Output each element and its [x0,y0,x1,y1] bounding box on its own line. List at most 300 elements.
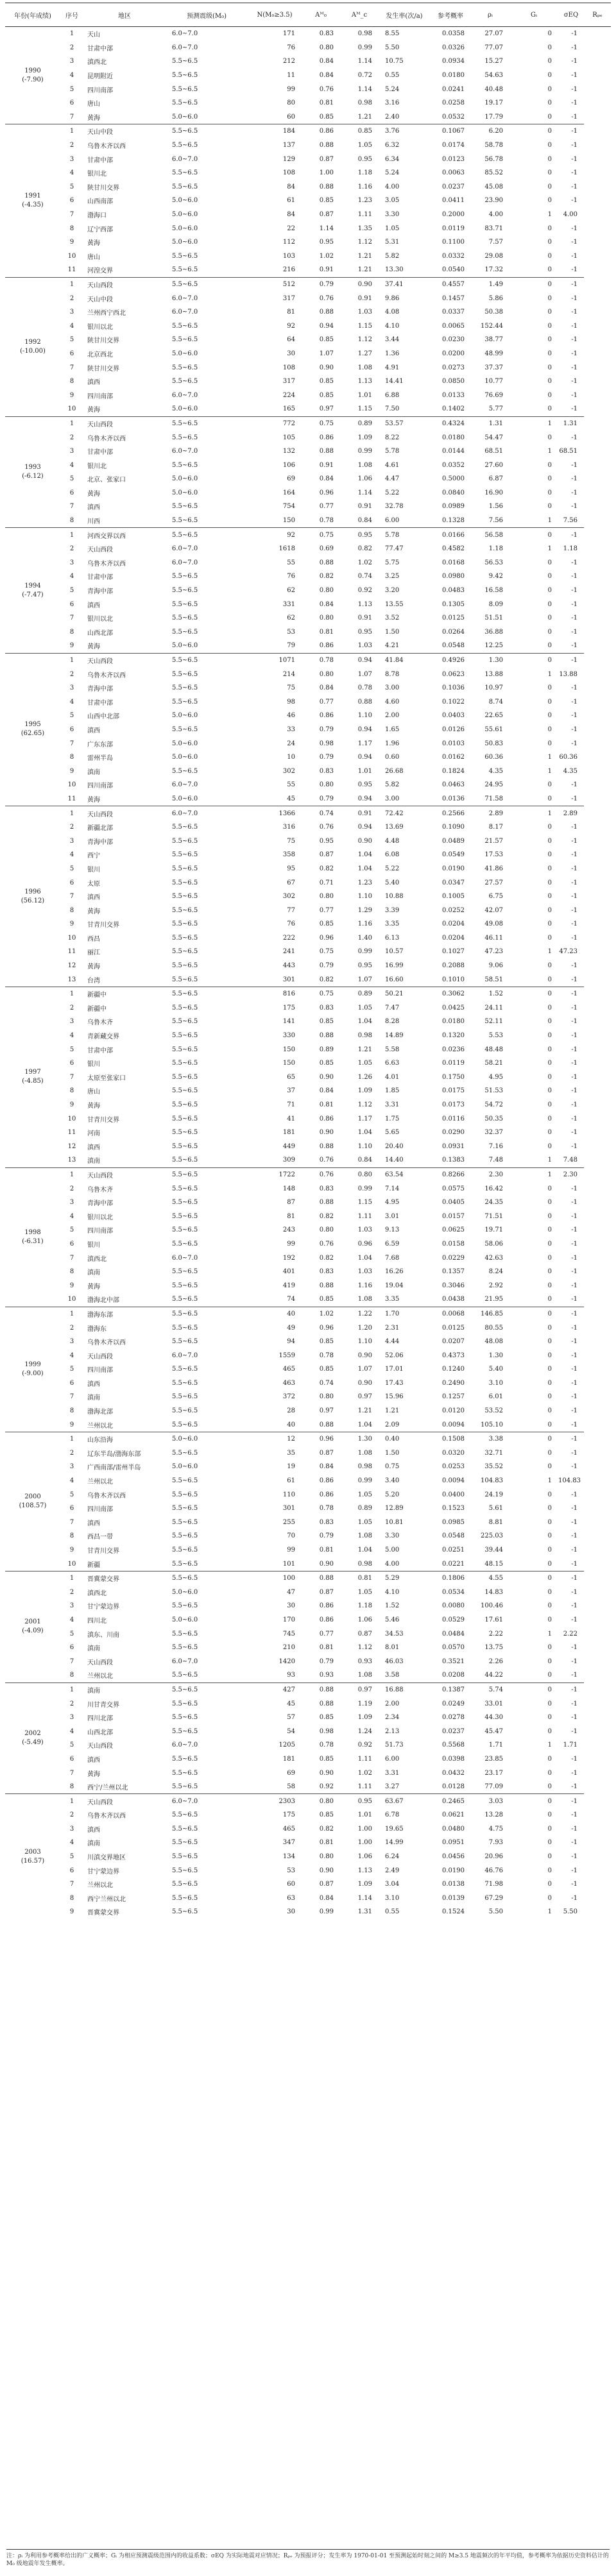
table-cell: 5.5~6.5 [172,1157,198,1164]
table-cell: 兰州西宁西北 [87,310,126,318]
table-cell: 54.72 [484,1101,503,1109]
table-cell: -1 [571,1449,578,1457]
table-cell: 0.90 [319,1769,334,1777]
table-cell: 四川南部 [87,783,113,790]
table-cell: 0.94 [319,322,334,330]
table-cell: 0.82 [319,976,334,983]
table-cell: 0.85 [319,391,334,399]
table-row [5,1586,611,1600]
table-cell: 5.5~6.5 [172,1755,198,1763]
table-cell: -1 [571,1032,578,1040]
table-cell: 0.98 [319,740,334,747]
table-cell: 465 [282,1366,295,1373]
table-cell: 0.89 [357,1505,372,1513]
table-cell: 0.83 [319,767,334,775]
table-cell: 5.0~6.0 [172,225,198,232]
table-cell: 7.14 [385,1185,400,1192]
table-cell: 0.1806 [430,1571,471,1585]
table-cell: 1.18 [488,545,503,553]
table-cell: 1.50 [385,1449,400,1457]
table-cell: 0.1750 [442,1073,465,1081]
table-cell: 0 [547,837,552,845]
table-cell: 1.08 [357,1532,372,1540]
table-row [5,402,611,416]
table-cell: 772 [248,416,302,430]
table-row [5,1794,611,1808]
table-cell: 5.5~6.5 [172,58,198,65]
table-cell: 6.63 [385,1060,400,1067]
table-cell: 1 [547,1908,552,1916]
table-row [5,1292,611,1307]
table-cell: 1.20 [357,1324,372,1332]
table-cell: 55.61 [484,725,503,733]
table-cell: 0.99 [357,948,372,956]
table-cell: 5.5~6.5 [172,1032,198,1040]
table-cell: 0 [509,653,558,667]
table-cell: 1.40 [357,934,372,942]
table-cell: 0 [547,239,552,246]
table-cell: -1 [571,1700,578,1707]
table-cell: 昆明附近 [87,73,113,81]
table-cell: 0.0168 [442,559,465,566]
table-cell: 2.22 [488,1630,503,1638]
table-cell: 0.0570 [442,1644,465,1652]
table-cell: 2 [69,670,74,678]
table-cell: -1 [558,653,584,667]
table-cell: 0.0534 [442,1588,465,1596]
table-row [5,1668,611,1682]
table-cell: 0.88 [319,1199,334,1207]
table-cell: 4.10 [385,1588,400,1596]
table-cell: 0.79 [319,1657,334,1665]
table-cell: 60 [287,1881,295,1888]
table-cell: 0.0258 [442,99,465,107]
table-cell: 7 [69,503,74,511]
table-cell: 0.83 [319,1004,334,1012]
table-cell: 10.88 [385,893,404,901]
table-row [5,472,611,486]
table-cell: 9.86 [385,294,400,302]
table-row [5,1029,611,1043]
table-cell: 4 [69,698,74,706]
table-cell: 1 [60,987,83,1001]
table-cell: 1.36 [385,350,400,357]
table-cell: 4 [69,1616,74,1623]
table-cell: 5.5~6.5 [172,837,198,845]
table-cell: 0 [547,58,552,65]
table-cell: 32.37 [484,1129,503,1137]
table-cell: 58.78 [484,142,503,149]
table-cell: -1 [571,587,578,595]
table-cell: 0.0125 [442,614,465,622]
table-cell: 0.95 [357,628,372,636]
table-cell: 1.30 [488,1352,503,1359]
table-cell: 0.0138 [442,1881,465,1888]
table-cell: 1.06 [357,1853,372,1861]
table-row [5,1543,611,1557]
table-cell: 0 [509,1682,558,1697]
table-cell: -1 [571,712,578,720]
table-cell: 0 [547,851,552,859]
table-cell: 0.1100 [442,239,465,246]
table-cell: 5.24 [385,169,400,177]
table-cell: -1 [571,976,578,983]
table-cell: 0.84 [319,600,334,608]
table-cell: 255 [282,1518,295,1526]
table-cell: 1.05 [357,1004,372,1012]
table-cell: 24.35 [484,1199,503,1207]
table-cell: 0 [547,1199,552,1207]
table-cell: 1.05 [357,1491,372,1498]
table-cell: 1.35 [357,225,372,232]
table-cell: 0.97 [357,1393,372,1401]
table-cell: 5.5~6.5 [172,1769,198,1777]
table-cell: 8.24 [488,1268,503,1276]
table-cell: 5.5~6.5 [172,1560,198,1568]
table-cell: 56.58 [471,528,509,542]
table-cell: 3.04 [385,1881,400,1888]
table-cell: 10 [67,934,76,942]
table-cell: 5.5~6.5 [172,976,198,983]
table-cell: 0.0484 [442,1630,465,1638]
table-cell: 0.79 [302,277,340,291]
table-cell: 5.5~6.5 [172,1672,198,1679]
column-header: N(M₀≥3.5) [248,3,302,27]
table-cell: 0.74 [319,1379,334,1387]
table-cell: 5.5~6.5 [172,1630,198,1638]
table-cell: 0.78 [319,1352,334,1359]
table-cell: 6 [69,1060,74,1067]
year-label: 2000 [24,1493,41,1500]
table-cell: -1 [571,44,578,51]
table-cell: 0.2490 [442,1379,465,1387]
table-cell: 新疆 [87,1561,100,1569]
table-cell: 3.16 [385,99,400,107]
table-cell: 74 [287,1296,295,1303]
table-cell: 1 [60,1307,83,1321]
table-cell: 6 [69,1755,74,1763]
table-cell: 0 [547,1491,552,1498]
table-cell: 5 [69,1366,74,1373]
table-cell: 0 [547,405,552,413]
table-cell: 5.5~6.5 [172,99,198,107]
table-cell: 6.0~7.0 [172,1657,198,1665]
table-cell: 5.53 [488,1032,503,1040]
table-cell: -1 [571,906,578,914]
year-label: 1992 [24,338,41,346]
table-cell: 4.60 [385,698,400,706]
table-cell: 210 [282,1644,295,1652]
table-cell: 0 [547,587,552,595]
table-row [5,1905,611,1919]
table-cell: 52.11 [484,1018,503,1026]
table-cell: 1.21 [357,113,372,121]
table-cell: 0.92 [319,1783,334,1791]
table-cell: 3 [69,1338,74,1346]
table-cell: 12 [248,1432,302,1446]
table-cell: 北京西北 [87,351,113,359]
table-row [5,903,611,917]
table-cell: 0.94 [357,725,372,733]
table-cell: 16.60 [385,976,404,983]
table-cell: 41.84 [379,653,430,667]
table-cell: 0.0175 [442,1087,465,1095]
table-cell: 8 [69,1532,74,1540]
table-cell: 3 [69,837,74,845]
table-cell: 0.85 [319,1060,334,1067]
table-cell: 0.0251 [442,1546,465,1554]
table-cell: 1.14 [357,1894,372,1902]
table-cell: 0.85 [319,1714,334,1722]
table-cell: 0.4582 [442,545,465,553]
table-cell: 0.0840 [442,489,465,496]
table-cell: 3.25 [385,573,400,580]
table-cell: 10 [67,781,76,789]
table-cell: 8 [69,906,74,914]
table-cell: 1.30 [471,653,509,667]
table-cell: 1 [547,670,552,678]
table-cell: 1.96 [385,740,400,747]
table-cell: 1.05 [357,1060,372,1067]
table-row [5,1446,611,1461]
table-cell: 32.78 [385,503,404,511]
table-cell: 滇南 [87,1158,100,1165]
table-cell: 0 [547,1379,552,1387]
table-cell: 0 [547,1073,552,1081]
table-cell: 0.0411 [442,197,465,205]
table-cell: 11 [67,948,76,956]
table-cell: -1 [571,1240,578,1248]
table-cell: -1 [571,391,578,399]
table-cell: 0.0278 [442,1714,465,1722]
table-cell: 301 [282,1505,295,1513]
table-cell: 银川 [87,1241,100,1249]
table-cell: 5.5~6.5 [172,434,198,441]
table-cell: 3.35 [385,1296,400,1303]
table-row [5,1697,611,1711]
table-cell: 5.0~6.0 [172,197,198,205]
table-cell: 1.08 [357,1672,372,1679]
table-cell: 71.51 [484,1212,503,1220]
table-row [5,625,611,640]
table-cell: -1 [571,1853,578,1861]
table-cell: 51.73 [385,1741,404,1749]
table-cell: 6.24 [385,1853,400,1861]
table-cell: 14.99 [385,1839,404,1847]
table-cell: 2 [69,294,74,302]
table-cell: 5.5~6.5 [172,725,198,733]
table-cell: 1.14 [357,85,372,93]
table-cell: -1 [571,489,578,496]
table-cell: 3.05 [385,197,400,205]
table-row [5,360,611,375]
table-cell: 1.29 [357,906,372,914]
table-cell: 301 [282,976,295,983]
table-cell: 0 [547,475,552,483]
table-cell: 108 [282,169,295,177]
table-cell: 36.88 [484,628,503,636]
table-row [5,778,611,792]
table-cell: 0.98 [357,1560,372,1568]
table-cell: 0.78 [302,653,340,667]
year-label: 1999 [24,1360,41,1368]
table-cell: -1 [571,1366,578,1373]
table-cell: 5.40 [488,1366,503,1373]
table-cell: 0 [509,1794,558,1808]
table-cell: 0.75 [302,987,340,1001]
table-cell: 17.43 [385,1379,404,1387]
table-cell: 4 [69,169,74,177]
table-row [5,1502,611,1516]
table-cell: -1 [571,322,578,330]
table-cell: 0.1257 [442,1393,465,1401]
table-cell: 110 [282,1491,295,1498]
table-cell: 0.96 [302,1432,340,1446]
table-row [5,82,611,96]
table-cell: 41 [287,1115,295,1123]
table-cell: 5.0~6.0 [172,350,198,357]
table-cell: 9.42 [488,573,503,580]
year-label: 1994 [24,582,41,589]
table-row [5,1571,611,1585]
table-cell: 0.85 [319,1811,334,1819]
table-cell: 1.75 [385,1115,400,1123]
column-header: Gᵢ [509,3,558,27]
table-cell: 0.0180 [442,1018,465,1026]
table-cell: 152.44 [481,322,503,330]
table-cell: 58 [287,1783,295,1791]
table-cell: -1 [558,27,584,41]
table-cell: 48.48 [484,1046,503,1053]
table-cell: 1.04 [357,851,372,859]
table-cell: 9.06 [488,962,503,970]
table-cell: 58.21 [484,1060,503,1067]
table-cell: 5.5~6.5 [172,1853,198,1861]
table-cell: 黄海 [87,643,100,651]
table-cell: 台湾 [87,977,100,985]
table-cell: 6.0~7.0 [166,806,248,820]
table-cell: 0 [547,85,552,93]
table-cell: -1 [571,1046,578,1053]
table-cell: 5 [69,1491,74,1498]
table-cell: 1.09 [357,1087,372,1095]
table-cell: 5.0~6.0 [172,475,198,483]
table-cell: 唐山 [87,253,100,261]
table-cell: 0 [547,934,552,942]
table-cell: 1.07 [319,350,334,357]
table-cell: 0.85 [319,1366,334,1373]
table-cell: 1.05 [357,142,372,149]
table-cell: 0 [547,72,552,80]
table-cell: 1 [60,1794,83,1808]
table-cell: 0.85 [319,197,334,205]
table-cell: 65 [287,1073,295,1081]
table-cell: 0.81 [319,628,334,636]
table-cell: 0 [547,1060,552,1067]
table-cell: 0.99 [319,1908,334,1916]
table-cell: 401 [282,1268,295,1276]
table-cell: 黄海 [87,963,100,971]
table-cell: 兰州以北 [87,1479,113,1486]
table-cell: 101 [282,1560,295,1568]
table-cell: 1 [60,1432,83,1446]
table-cell: 52.06 [385,1352,404,1359]
table-cell: 24.11 [484,1004,503,1012]
table-cell: 1.15 [357,1199,372,1207]
table-cell: 1.10 [357,1142,372,1150]
table-cell: 7 [69,1393,74,1401]
table-cell: 1.23 [357,879,372,886]
table-cell: 2.30 [471,1167,509,1182]
table-cell: 0 [547,559,552,566]
table-cell: 天山西段 [83,416,166,430]
table-cell: 8.17 [488,824,503,831]
table-cell: 105 [282,434,295,441]
table-cell: 3.10 [488,1379,503,1387]
table-cell: 3.01 [385,1212,400,1220]
table-cell: 0.92 [357,587,372,595]
table-cell: 0 [547,1532,552,1540]
table-cell: 150 [282,1060,295,1067]
table-cell: 76.69 [484,391,503,399]
table-cell: 0 [547,461,552,469]
table-row [5,1362,611,1377]
table-cell: 兰州以北 [87,1882,113,1890]
table-row [5,1877,611,1892]
table-cell: 0.82 [319,1254,334,1262]
table-cell: 7 [69,740,74,747]
table-row [5,1126,611,1140]
table-cell: 30 [287,1908,295,1916]
table-cell: 滇西 [87,1520,100,1527]
table-cell: -1 [571,559,578,566]
table-cell: 0 [547,1366,552,1373]
table-cell: 5.0~6.0 [172,1463,198,1471]
table-cell: -1 [571,1644,578,1652]
table-cell: 99 [287,1546,295,1554]
table-cell: 1.01 [357,391,372,399]
table-cell: 4.01 [385,1073,400,1081]
table-cell: 甘肃中部 [87,574,113,582]
table-cell: 104.83 [558,1477,581,1485]
table-cell: 2 [69,1324,74,1332]
table-cell: 天山中段 [83,124,166,139]
table-cell: -1 [571,1338,578,1346]
table-cell: 5.5~6.5 [166,1571,248,1585]
table-cell: 0.87 [319,155,334,163]
table-cell: 0 [547,336,552,344]
table-cell: 0.91 [357,294,372,302]
table-cell: 甘宁蒙边界 [87,1868,119,1876]
table-cell: 4.08 [385,309,400,316]
table-cell: 辽宁西部 [87,226,113,233]
table-cell: 53.52 [484,1407,503,1415]
table-row [5,820,611,835]
table-cell: 四川南部 [87,393,113,400]
table-cell: 0 [509,987,558,1001]
table-cell: 1 [547,1157,552,1164]
table-cell: 6.01 [488,1393,503,1401]
table-cell: 34.53 [385,1630,404,1638]
table-cell: -1 [571,1755,578,1763]
table-cell: 5.5~6.5 [172,1644,198,1652]
table-cell: 754 [282,503,295,511]
table-row [5,1056,611,1071]
table-cell: 2 [69,1185,74,1192]
table-cell: -1 [571,614,578,622]
table-cell: 河西交界以西 [83,528,166,542]
table-cell: 1.12 [357,1644,372,1652]
